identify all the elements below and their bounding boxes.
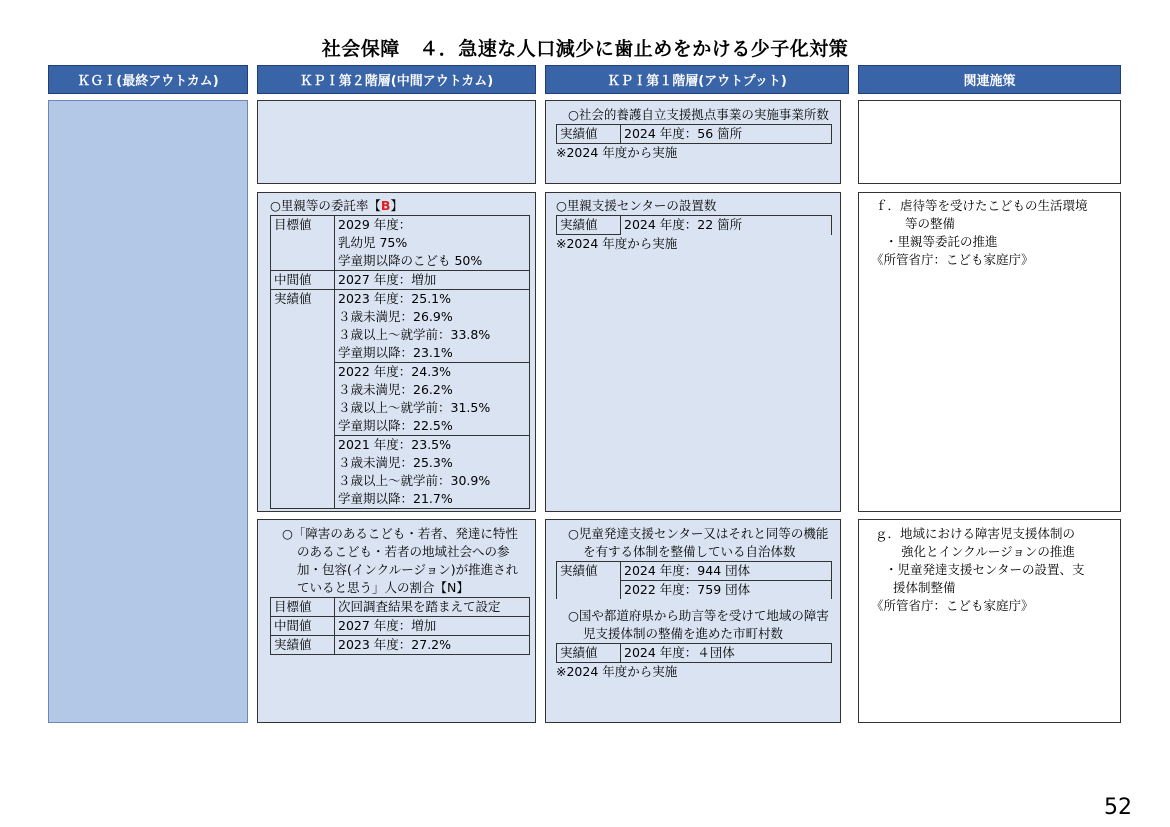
row2-mid-value: 2027 年度：増加 xyxy=(335,271,530,290)
row3-policy-line3: ・児童発達支援センターの設置、支 xyxy=(885,562,1085,577)
header-kgi: ＫＧＩ(最終アウトカム) xyxy=(48,65,248,94)
kgi-column xyxy=(48,100,248,723)
row3-kpi2-cell xyxy=(257,519,536,723)
row3-kpi1b-actual-label: 実績値 xyxy=(557,644,621,663)
row3-kpi1b-actual-value: 2024 年度：４団体 xyxy=(621,644,832,663)
row2-policy-line1: ｆ．虐待等を受けたこどもの生活環境 xyxy=(875,198,1088,213)
row1-kpi1-actual-label: 実績値 xyxy=(557,125,621,144)
row3-target-label: 目標値 xyxy=(271,598,335,617)
row2-kpi2-cell xyxy=(257,192,536,512)
row2-kpi1-actual-label: 実績値 xyxy=(557,216,621,235)
row1-kpi2-cell xyxy=(257,100,536,184)
row2-mid-label: 中間値 xyxy=(271,271,335,290)
row2-target-label: 目標値 xyxy=(271,216,335,271)
row3-kpi1a-title: ○児童発達支援センター又はそれと同等の機能を有する体制を整備している自治体数 xyxy=(568,526,829,559)
row2-policy-cell xyxy=(858,192,1121,512)
row2-actual-2022: 2022 年度：24.3% ３歳未満児：26.2% ３歳以上～就学前：31.5% 学童期以降：22.5% xyxy=(335,363,530,436)
row2-kpi2-title: ○里親等の委託率【B】 xyxy=(270,198,403,213)
row3-policy-line4: 援体制整備 xyxy=(893,580,956,595)
row3-mid-label: 中間値 xyxy=(271,617,335,636)
row3-policy-line2: 強化とインクルージョンの推進 xyxy=(901,544,1075,559)
row2-target-value: 2029 年度： 乳幼児 75% 学童期以降のこども 50% xyxy=(335,216,530,271)
row3-policy-line1: ｇ．地域における障害児支援体制の xyxy=(875,526,1076,541)
row1-kpi1-note: ※2024 年度から実施 xyxy=(556,145,678,160)
page-title: 社会保障 ４．急速な人口減少に歯止めをかける少子化対策 xyxy=(321,38,849,60)
row3-kpi1-cell xyxy=(545,519,841,723)
row3-kpi1b-note: ※2024 年度から実施 xyxy=(556,664,678,679)
header-kpi2: ＫＰＩ第２階層(中間アウトカム) xyxy=(257,65,536,94)
row3-policy-cell xyxy=(858,519,1121,723)
row2-actual-label: 実績値 xyxy=(271,290,335,509)
row1-kpi1-title: ○社会的養護自立支援拠点事業の実施事業所数 xyxy=(568,107,829,122)
row2-policy-line3: ・里親等委託の推進 xyxy=(885,234,998,249)
row3-actual-value: 2023 年度：27.2% xyxy=(335,636,530,655)
row2-kpi1-actual-value: 2024 年度：22 箇所 xyxy=(621,216,832,235)
row3-kpi1a-actual-1: 2024 年度：944 団体 xyxy=(621,562,832,581)
row3-kpi2-title: ○「障害のあるこども・若者、発達に特性のあるこども・若者の地域社会への参加・包容(インクルージョン)が推進されていると思う」人の割合【N】 xyxy=(282,526,519,595)
row3-policy-ministry: 《所管省庁：こども家庭庁》 xyxy=(871,598,1034,613)
row1-policy-cell xyxy=(858,100,1121,184)
grade-badge: B xyxy=(380,198,391,213)
row1-kpi1-actual-value: 2024 年度：56 箇所 xyxy=(621,125,832,144)
row3-mid-value: 2027 年度：増加 xyxy=(335,617,530,636)
row2-kpi1-title: ○里親支援センターの設置数 xyxy=(556,198,717,213)
row1-kpi1-cell xyxy=(545,100,841,184)
row3-kpi1a-actual-2: 2022 年度：759 団体 xyxy=(621,581,832,600)
row2-policy-line2: 等の整備 xyxy=(905,216,956,231)
row2-actual-2021: 2021 年度：23.5% ３歳未満児：25.3% ３歳以上～就学前：30.9% 学童期以降：21.7% xyxy=(335,436,530,509)
row2-kpi1-cell xyxy=(545,192,841,512)
header-kpi1: ＫＰＩ第１階層(アウトプット) xyxy=(545,65,849,94)
row3-target-value: 次回調査結果を踏まえて設定 xyxy=(335,598,530,617)
row2-kpi1-note: ※2024 年度から実施 xyxy=(556,236,678,251)
row2-actual-2023: 2023 年度：25.1% ３歳未満児：26.9% ３歳以上～就学前：33.8% 学童期以降：23.1% xyxy=(335,290,530,363)
page-number: 52 xyxy=(1104,795,1132,820)
header-policy: 関連施策 xyxy=(858,65,1121,94)
row3-kpi1a-actual-label: 実績値 xyxy=(557,562,621,600)
row2-policy-ministry: 《所管省庁：こども家庭庁》 xyxy=(871,252,1034,267)
row3-kpi1b-title: ○国や都道府県から助言等を受けて地域の障害児支援体制の整備を進めた市町村数 xyxy=(568,608,829,641)
row3-actual-label: 実績値 xyxy=(271,636,335,655)
